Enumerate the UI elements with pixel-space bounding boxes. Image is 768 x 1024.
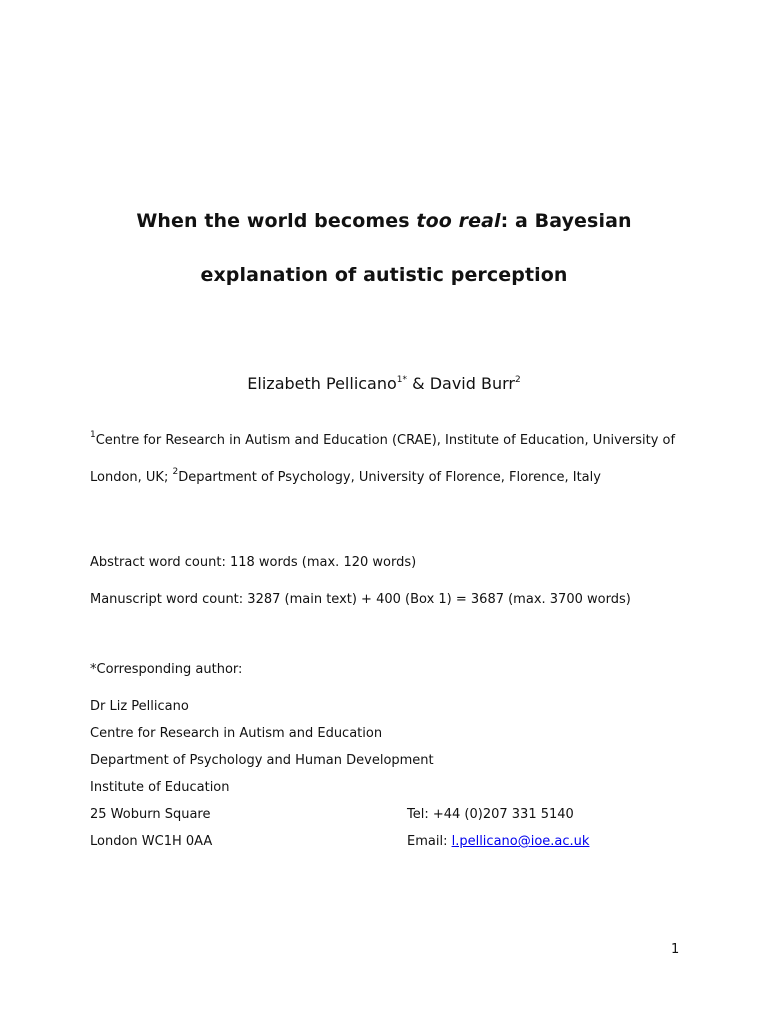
corresponding-author-heading: *Corresponding author: (90, 662, 243, 677)
author-2-name: David Burr (429, 374, 515, 393)
author-separator: & (407, 374, 430, 393)
affiliation-1-mark: 1 (90, 430, 96, 440)
corresponding-author-institute: Institute of Education (90, 780, 230, 795)
paper-title-line-2: explanation of autistic perception (200, 264, 568, 286)
corresponding-author-email-row (407, 834, 589, 849)
author-2-affiliation-mark: 2 (514, 375, 521, 385)
affiliation-1-text: Centre for Research in Autism and Education (CRAE), Institute of Education, University of (95, 433, 676, 448)
corresponding-author-telephone: Tel: +44 (0)207 331 5140 (407, 807, 574, 822)
title-part-1: When the world becomes (136, 210, 417, 232)
page-number: 1 (671, 942, 680, 957)
corresponding-author-name: Dr Liz Pellicano (90, 699, 189, 714)
affiliation-2-text: Department of Psychology, University of Florence, Florence, Italy (178, 470, 601, 485)
email-link[interactable]: l.pellicano@ioe.ac.uk (451, 834, 590, 849)
affiliation-line-2 (90, 467, 601, 485)
abstract-word-count: Abstract word count: 118 words (max. 120 words) (90, 555, 417, 570)
corresponding-author-city: London WC1H 0AA (90, 834, 213, 849)
title-italic-phrase: too real (416, 210, 501, 232)
author-list (0, 374, 768, 393)
author-1-affiliation-mark: 1* (396, 375, 408, 385)
title-part-2: : a Bayesian (500, 210, 632, 232)
corresponding-author-department: Department of Psychology and Human Development (90, 753, 434, 768)
corresponding-author-street: 25 Woburn Square (90, 807, 211, 822)
email-label: Email: (407, 834, 452, 849)
affiliation-1-text-cont: London, UK; (90, 470, 173, 485)
corresponding-author-centre: Centre for Research in Autism and Education (90, 726, 383, 741)
paper-title-line-1 (0, 210, 768, 232)
affiliation-2-mark: 2 (172, 467, 179, 477)
manuscript-word-count: Manuscript word count: 3287 (main text) + 400 (Box 1) = 3687 (max. 3700 words) (90, 592, 631, 607)
affiliation-line-1 (90, 430, 676, 448)
author-1-name: Elizabeth Pellicano (247, 374, 397, 393)
